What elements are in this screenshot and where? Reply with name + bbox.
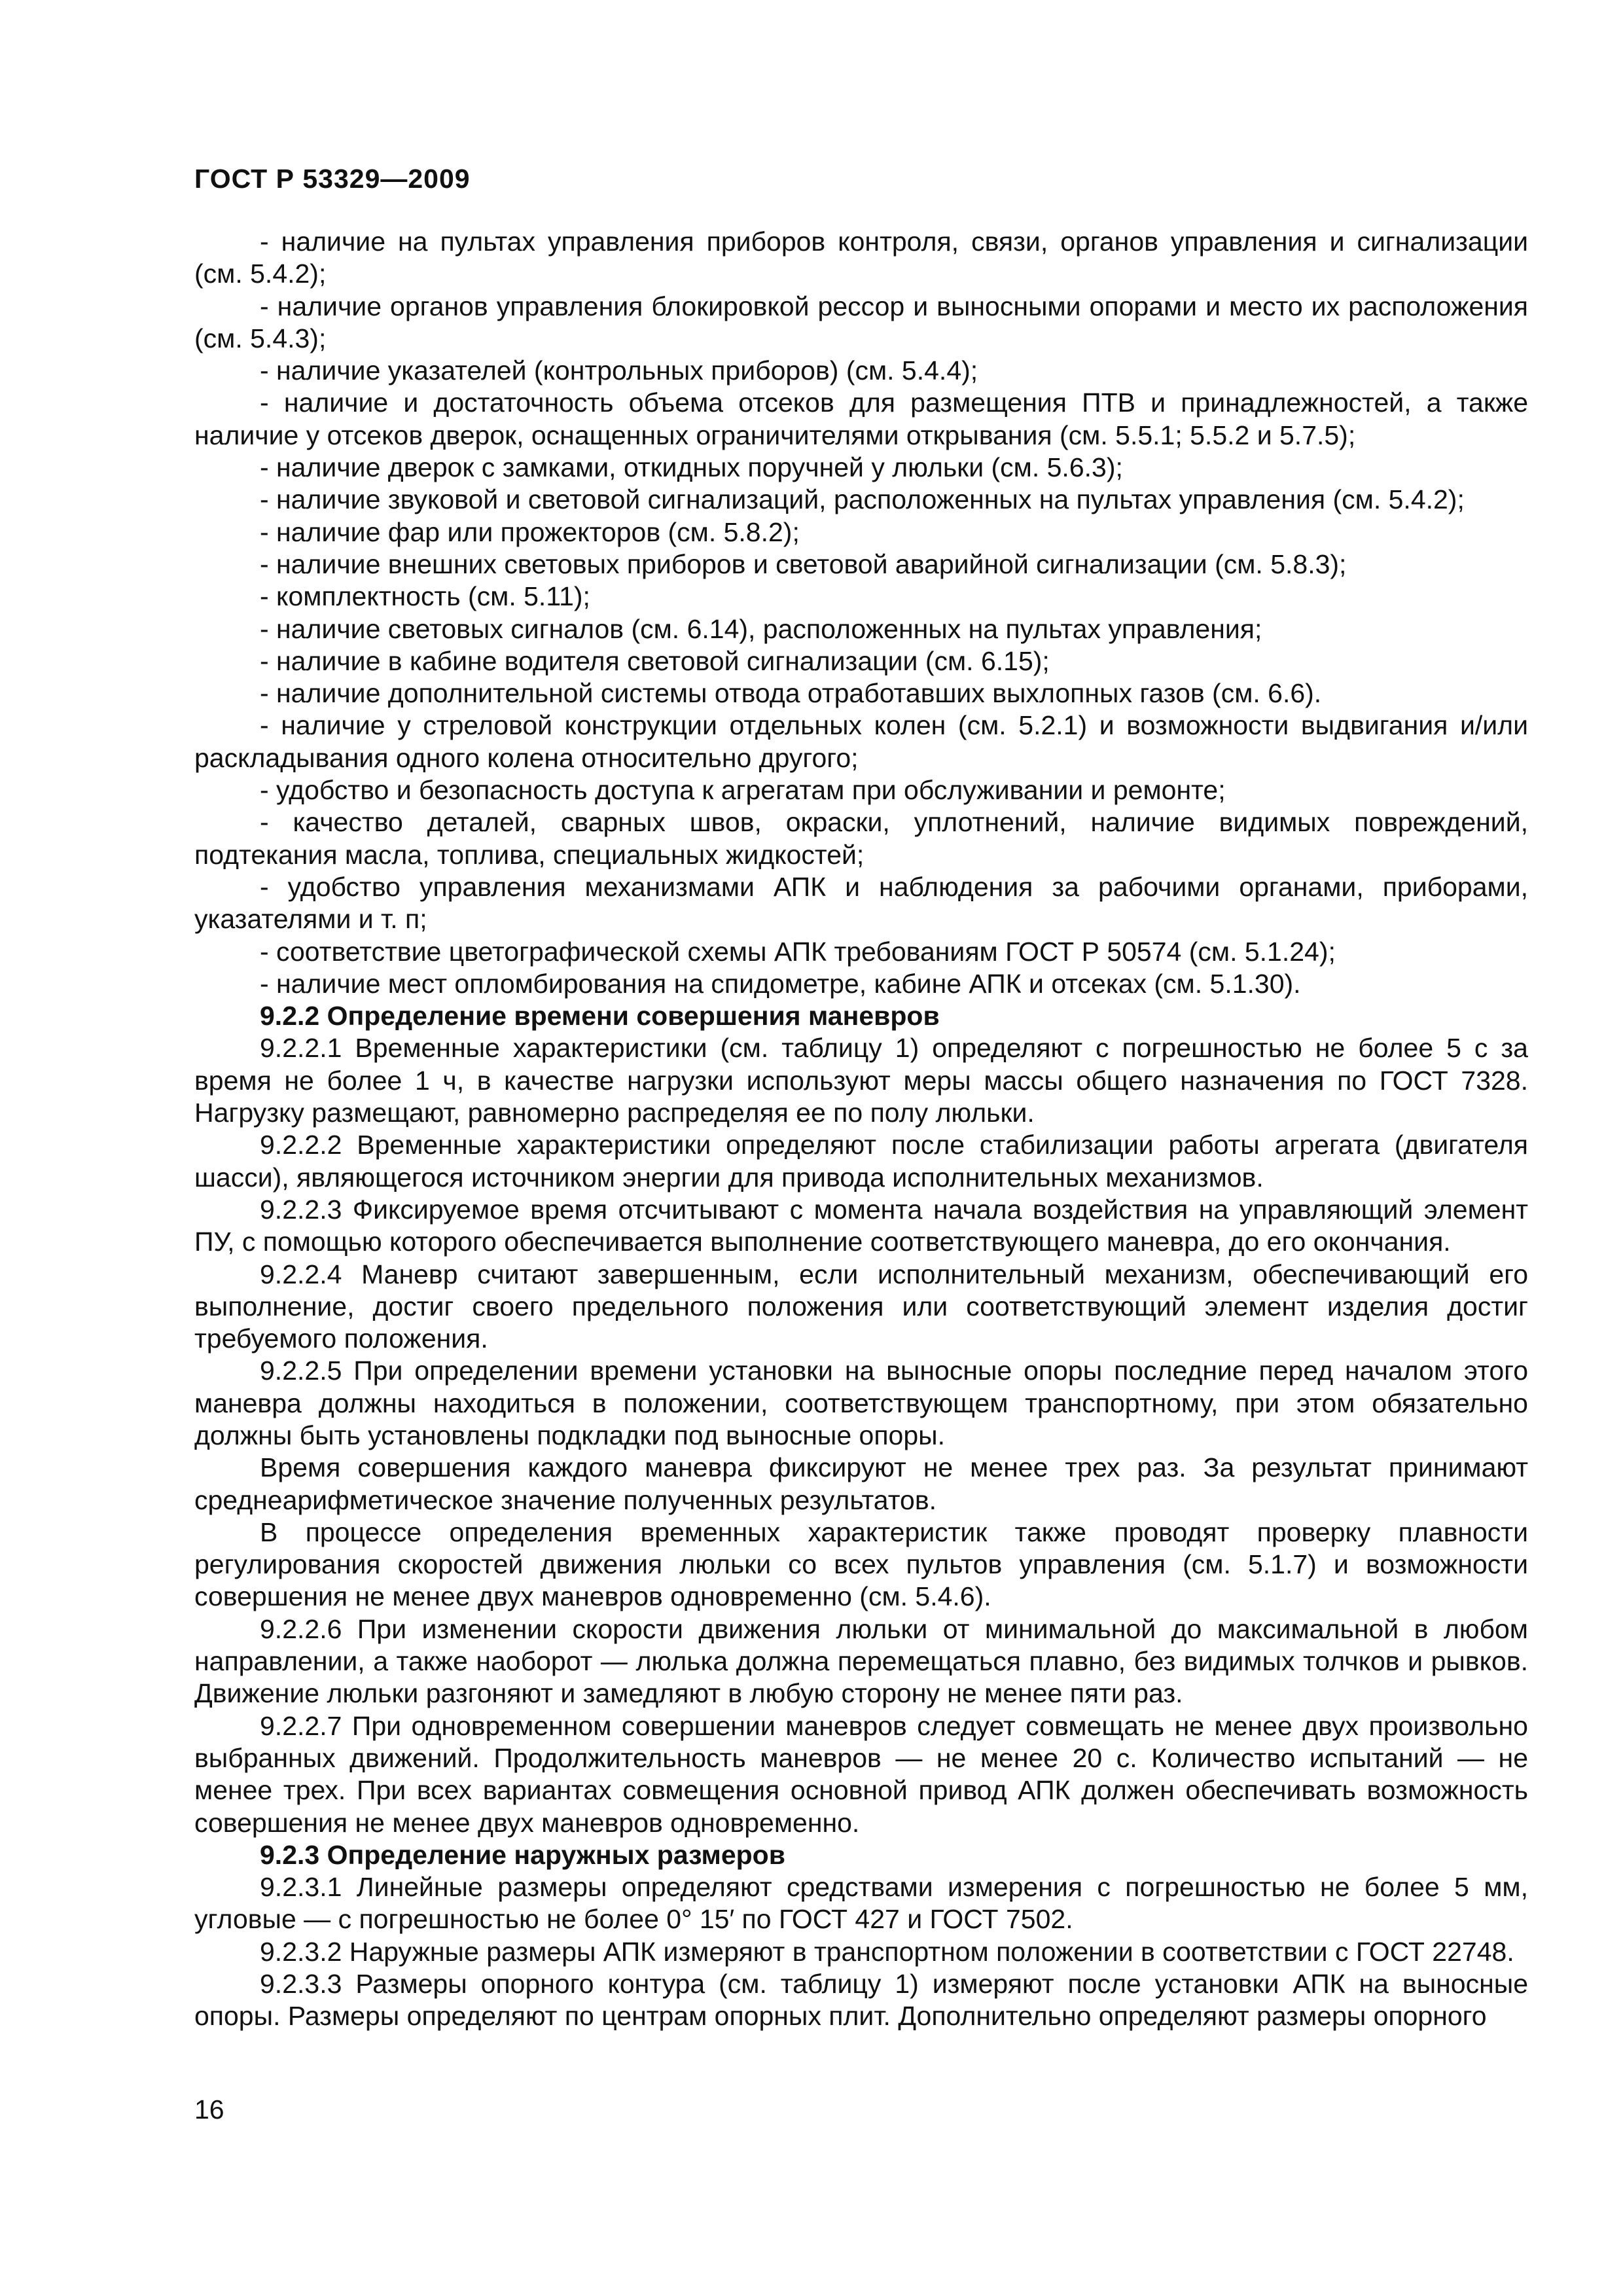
paragraph: 9.2.3.3 Размеры опорного контура (см. таблицу 1) измеряют после установки АПК на выносные опоры. Размеры определяют по центрам опорных плит. Дополнительно определяют размеры опорного bbox=[194, 1969, 1528, 2032]
document-body bbox=[194, 226, 1528, 2033]
list-item: - наличие фар или прожекторов (см. 5.8.2); bbox=[260, 516, 800, 547]
list-item: - удобство и безопасность доступа к агрегатам при обслуживании и ремонте; bbox=[260, 775, 1226, 806]
paragraph: 9.2.3.2 Наружные размеры АПК измеряют в транспортном положении в соответствии с ГОСТ 22748. bbox=[260, 1936, 1514, 1967]
list-item: - наличие световых сигналов (см. 6.14), расположенных на пультах управления; bbox=[260, 613, 1262, 644]
paragraph: 9.2.2.3 Фиксируемое время отсчитывают с момента начала воздействия на управляющий элемент ПУ, с помощью которого обеспечивается выполнение соответствующего маневра, до его окончания. bbox=[194, 1194, 1528, 1257]
list-item: - наличие внешних световых приборов и световой аварийной сигнализации (см. 5.8.3); bbox=[260, 548, 1347, 579]
list-item: - удобство управления механизмами АПК и наблюдения за рабочими органами, приборами, указателями и т. п; bbox=[194, 871, 1528, 935]
list-item: - наличие указателей (контрольных приборов) (см. 5.4.4); bbox=[260, 355, 978, 386]
paragraph: 9.2.2.4 Маневр считают завершенным, если исполнительный механизм, обеспечивающий его выполнение, достиг своего предельного положения или соответствующий элемент изделия достиг требуемого положения. bbox=[194, 1259, 1528, 1354]
list-item: - наличие в кабине водителя световой сигнализации (см. 6.15); bbox=[260, 645, 1050, 676]
paragraph: 9.2.2.6 При изменении скорости движения люльки от минимальной до максимальной в любом направлении, а также наоборот — люлька должна перемещаться плавно, без видимых толчков и рывков. Движение люльки разгоняют и замедляют в любую сторону не менее пяти раз. bbox=[194, 1613, 1528, 1709]
page-number: 16 bbox=[194, 2094, 224, 2125]
paragraph: 9.2.2.5 При определении времени установки на выносные опоры последние перед началом этого маневра должны находиться в положении, соответствующем транспортному, при этом обязательно должны быть установлены подкладки под выносные опоры. bbox=[194, 1355, 1528, 1450]
paragraph: 9.2.3.1 Линейные размеры определяют средствами измерения с погрешностью не более 5 мм, угловые — с погрешностью не более 0° 15′ по ГОСТ 427 и ГОСТ 7502. bbox=[194, 1872, 1528, 1935]
list-item: - качество деталей, сварных швов, окраски, уплотнений, наличие видимых повреждений, подтекания масла, топлива, специальных жидкостей; bbox=[194, 807, 1528, 870]
paragraph: В процессе определения временных характеристик также проводят проверку плавности регулирования скоростей движения люльки со всех пультов управления (см. 5.1.7) и возможности совершения не менее двух маневров одновременно (см. 5.4.6). bbox=[194, 1516, 1528, 1612]
paragraph: 9.2.2.1 Временные характеристики (см. таблицу 1) определяют с погрешностью не более 5 с за время не более 1 ч, в качестве нагрузки используют меры массы общего назначения по ГОСТ 7328. Нагрузку размещают, равномерно распределяя ее по полу люльки. bbox=[194, 1033, 1528, 1128]
document-code: ГОСТ Р 53329—2009 bbox=[194, 164, 471, 194]
list-item: - соответствие цветографической схемы АПК требованиям ГОСТ Р 50574 (см. 5.1.24); bbox=[260, 936, 1336, 967]
list-item: - наличие на пультах управления приборов контроля, связи, органов управления и сигнализации (см. 5.4.2); bbox=[194, 226, 1528, 289]
paragraph: Время совершения каждого маневра фиксируют не менее трех раз. За результат принимают среднеарифметическое значение полученных результатов. bbox=[194, 1452, 1528, 1515]
paragraph: 9.2.2.7 При одновременном совершении маневров следует совмещать не менее двух произвольно выбранных движений. Продолжительность маневров — не менее 20 с. Количество испытаний — не менее трех. При всех вариантах совмещения основной привод АПК должен обеспечивать возможность совершения не менее двух маневров одновременно. bbox=[194, 1710, 1528, 1838]
section-heading-9-2-3: 9.2.3 Определение наружных размеров bbox=[260, 1839, 785, 1870]
list-item: - наличие у стреловой конструкции отдельных колен (см. 5.2.1) и возможности выдвигания и/или раскладывания одного колена относительно другого; bbox=[194, 710, 1528, 773]
paragraph: 9.2.2.2 Временные характеристики определяют после стабилизации работы агрегата (двигателя шасси), являющегося источником энергии для привода исполнительных механизмов. bbox=[194, 1130, 1528, 1193]
list-item: - наличие дополнительной системы отвода отработавших выхлопных газов (см. 6.6). bbox=[260, 678, 1322, 709]
section-heading-9-2-2: 9.2.2 Определение времени совершения маневров bbox=[260, 1001, 940, 1031]
list-item: - наличие звуковой и световой сигнализаций, расположенных на пультах управления (см. 5.4.2); bbox=[260, 484, 1465, 515]
list-item: - наличие дверок с замками, откидных поручней у люльки (см. 5.6.3); bbox=[260, 452, 1123, 483]
list-item: - наличие органов управления блокировкой рессор и выносными опорами и место их расположения (см. 5.4.3); bbox=[194, 291, 1528, 353]
list-item: - наличие мест опломбирования на спидометре, кабине АПК и отсеках (см. 5.1.30). bbox=[260, 968, 1301, 999]
list-item: - комплектность (см. 5.11); bbox=[260, 581, 590, 612]
list-item: - наличие и достаточность объема отсеков для размещения ПТВ и принадлежностей, а также наличие у отсеков дверок, оснащенных ограничителями открывания (см. 5.5.1; 5.5.2 и 5.7.5); bbox=[194, 387, 1528, 450]
